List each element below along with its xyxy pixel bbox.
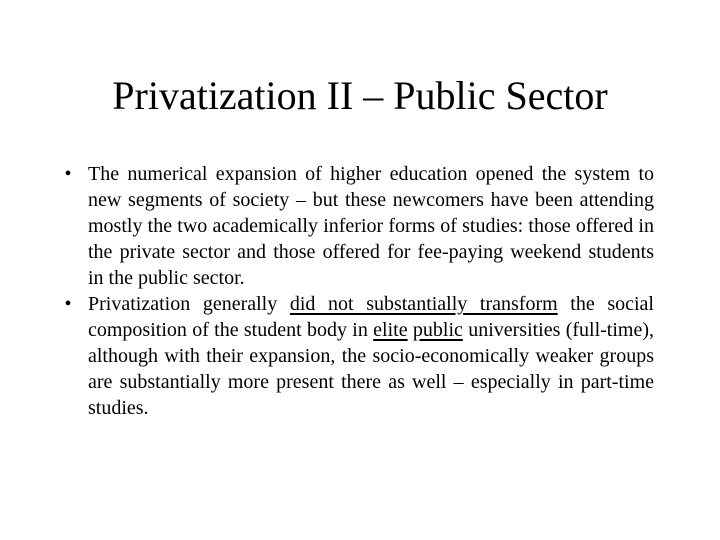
bullet-text: The numerical expansion of higher education opened the system to new segments of society – but these newcomers have been attending mostly the two academically inferior forms of studies: those offered in the private sector and those offered for fee-paying weekend students in the public sector. [88, 163, 654, 289]
slide-title: Privatization II – Public Sector [112, 73, 608, 118]
bullet-text-segment: universities (full-time), although with their expansion, the socio-economically weaker groups are substantially more present there as well – especially in part-time studies. [88, 319, 655, 419]
bullet-text-segment: the social composition of the student body in [88, 293, 654, 341]
underlined-phrase: elite [373, 319, 408, 341]
bullet-item-1 [58, 161, 654, 291]
bullet-text [88, 293, 654, 419]
bullet-list [58, 161, 654, 421]
bullet-item-2 [58, 291, 654, 421]
bullet-text-segment: Privatization generally [88, 293, 290, 315]
bullet-dot-icon: • [64, 163, 72, 185]
underlined-phrase: public [412, 319, 463, 341]
bullet-dot-icon: • [64, 293, 72, 315]
underlined-phrase: did not substantially transform [289, 293, 558, 315]
